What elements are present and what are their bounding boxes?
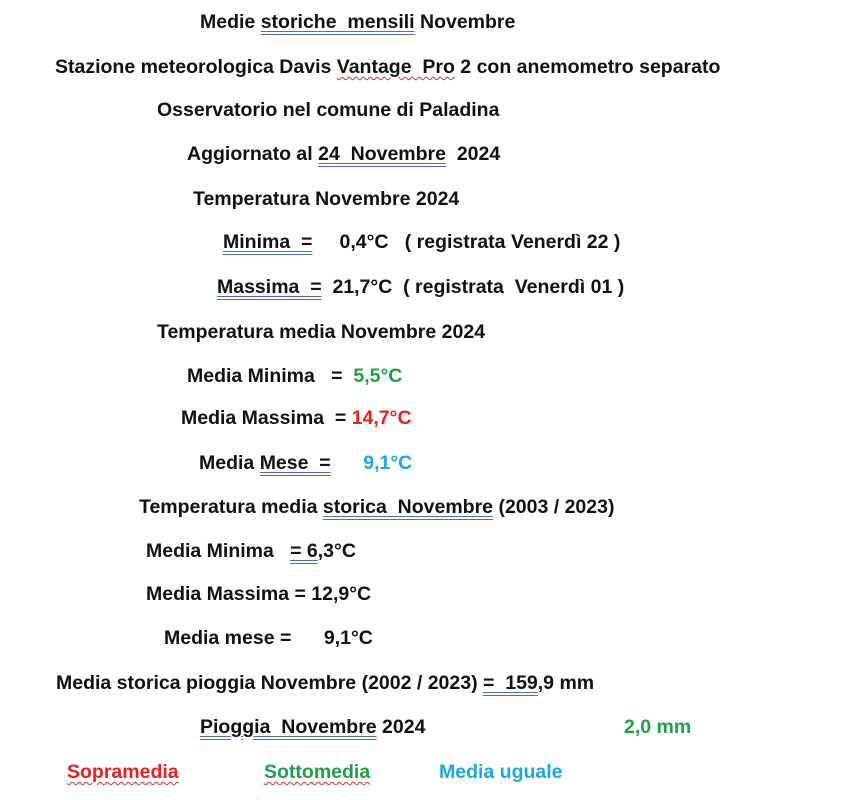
media-minima-label: Media Minima = [187, 365, 354, 387]
station-part: Stazione meteorologica Davis [55, 56, 337, 78]
temperature-heading: Temperatura Novembre 2024 [193, 188, 460, 210]
media-mese-part: Media [199, 452, 260, 474]
minima-line [223, 230, 620, 254]
pioggia-value: 2,0 mm [624, 716, 692, 738]
media-massima-value: 14,7°C [351, 407, 412, 429]
pioggia-line [200, 715, 425, 739]
pioggia-label: Pioggia Novembre [200, 716, 377, 738]
storica-part-underlined: storica Novembre [322, 496, 494, 518]
legend-sottomedia: Sottomedia [264, 761, 371, 783]
pioggia-storica-line [56, 671, 594, 695]
media-mese-spacer [331, 452, 364, 474]
station-part-underlined: Vantage Pro [336, 56, 455, 78]
minima-label: Minima = [223, 231, 313, 253]
media-minima-line [187, 364, 402, 388]
updated-line [187, 142, 500, 166]
page-title [200, 10, 515, 34]
storica-minima-value: ,3°C [317, 540, 356, 562]
station-line [55, 55, 720, 79]
observatory-line: Osservatorio nel comune di Paladina [157, 99, 500, 121]
pioggia-year: 2024 [376, 716, 426, 738]
media-heading: Temperatura media Novembre 2024 [157, 321, 486, 343]
station-part: 2 con anemometro separato [454, 56, 721, 78]
updated-year: 2024 [446, 143, 501, 165]
media-minima-value: 5,5°C [353, 365, 403, 387]
updated-date: 24 Novembre [318, 143, 446, 165]
legend-media-uguale: Media uguale [439, 761, 563, 783]
media-mese-label: Mese = [259, 452, 331, 474]
media-mese-value: 9,1°C [363, 452, 413, 474]
massima-line [217, 275, 624, 299]
pioggia-storica-label: Media storica pioggia Novembre (2002 / 2023) [56, 672, 483, 694]
title-part: Medie [200, 11, 261, 33]
media-massima-line [181, 406, 412, 430]
storica-mese-line: Media mese = 9,1°C [164, 627, 373, 649]
storica-massima-line: Media Massima = 12,9°C [146, 583, 372, 605]
storica-minima-eq: = 6 [290, 540, 318, 562]
storica-years: (2003 / 2023) [493, 496, 615, 518]
storica-minima-line [146, 539, 356, 563]
media-massima-label: Media Massima = [181, 407, 352, 429]
massima-label: Massima = [217, 276, 322, 298]
media-mese-line [199, 451, 412, 475]
pioggia-storica-eq: = 159 [483, 672, 538, 694]
legend-sopramedia: Sopramedia [67, 761, 179, 783]
minima-value: 0,4°C ( registrata Venerdì 22 ) [312, 231, 621, 253]
storica-minima-label: Media Minima [146, 540, 291, 562]
storica-heading [139, 495, 614, 519]
massima-value: 21,7°C ( registrata Venerdì 01 ) [321, 276, 625, 298]
updated-part: Aggiornato al [187, 143, 319, 165]
pioggia-storica-value: ,9 mm [537, 672, 595, 694]
title-part-underlined: storiche mensili [260, 11, 415, 33]
title-part: Novembre [414, 11, 516, 33]
storica-part: Temperatura media [139, 496, 323, 518]
